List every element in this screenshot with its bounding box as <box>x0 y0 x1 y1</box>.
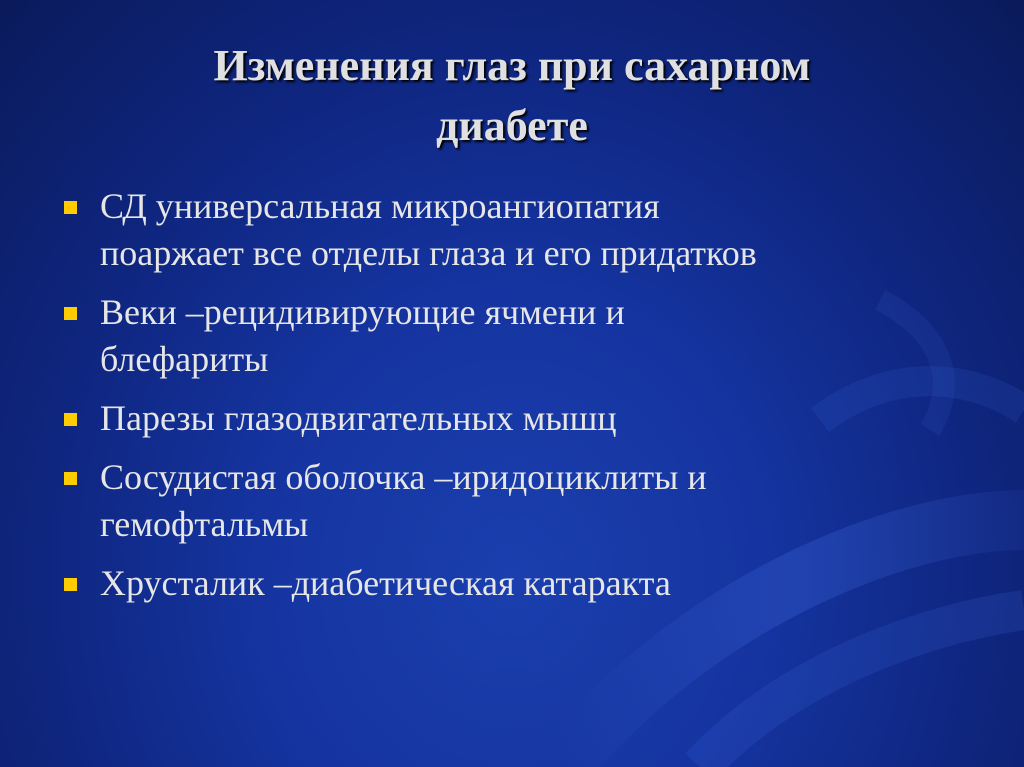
square-bullet-icon <box>64 413 77 426</box>
bullet-item <box>60 183 960 277</box>
bullet-text-line: Парезы глазодвигательных мышц <box>100 398 617 438</box>
bullet-text-line: Сосудистая оболочка –иридоциклиты и <box>100 457 707 497</box>
bullet-item <box>60 454 960 548</box>
bullet-text-line: гемофтальмы <box>100 504 309 544</box>
bullet-text-line: СД универсальная микроангиопатия <box>100 186 660 226</box>
bullet-text-line: поаржает все отделы глаза и его придатков <box>100 233 757 273</box>
bullet-text-line: Веки –рецидивирующие ячмени и <box>100 292 625 332</box>
slide-title <box>80 36 944 156</box>
bullet-text-line: Хрусталик –диабетическая катаракта <box>100 563 671 603</box>
square-bullet-icon <box>64 201 77 214</box>
slide-title-line: диабете <box>436 101 588 150</box>
bullet-list <box>60 183 960 619</box>
square-bullet-icon <box>64 578 77 591</box>
bullet-item <box>60 289 960 383</box>
square-bullet-icon <box>64 472 77 485</box>
bullet-item <box>60 560 960 607</box>
slide-title-line: Изменения глаз при сахарном <box>213 41 811 90</box>
bullet-item <box>60 395 960 442</box>
bullet-text-line: блефариты <box>100 339 269 379</box>
square-bullet-icon <box>64 307 77 320</box>
